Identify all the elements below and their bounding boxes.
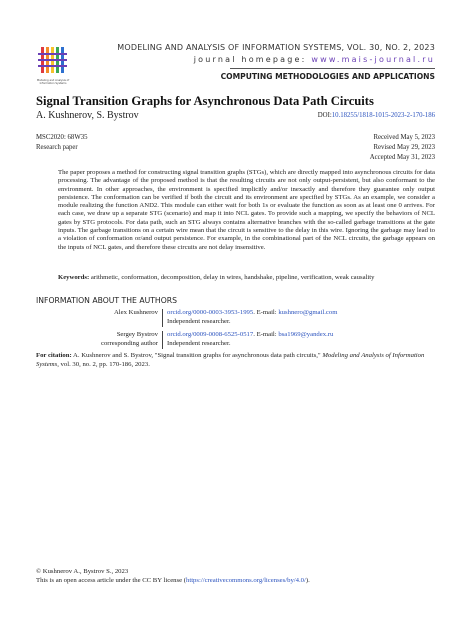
author-role: corresponding author <box>100 339 158 347</box>
journal-logo <box>36 44 70 78</box>
header-divider <box>230 68 435 69</box>
license-line <box>36 577 435 586</box>
author-details <box>167 331 437 348</box>
citation-label: For citation: <box>36 352 72 359</box>
citation-details: , vol. 30, no. 2, pp. 170-186, 2023. <box>57 360 150 368</box>
homepage-link[interactable]: www.mais-journal.ru <box>311 55 435 64</box>
author-divider <box>162 309 163 327</box>
article-title: Signal Transition Graphs for Asynchronous Data Path Circuits <box>36 94 374 108</box>
msc-block <box>36 133 88 153</box>
author-name: Alex Kushnerov <box>113 309 158 316</box>
journal-homepage <box>100 55 435 64</box>
dates-block <box>300 133 435 163</box>
author-entry <box>36 309 436 329</box>
paper-type: Research paper <box>36 144 78 151</box>
msc-code: MSC2020: 68W35 <box>36 134 88 141</box>
received-date: Received May 5, 2023 <box>373 134 435 141</box>
author-divider <box>162 331 163 349</box>
citation-text: A. Kushnerov and S. Bystrov, "Signal transition graphs for asynchronous data path circuits," <box>73 352 321 359</box>
orcid-link[interactable]: orcid.org/0009-0008-6525-0517 <box>167 331 254 338</box>
keywords-list: arithmetic, conformation, decomposition, delay in wires, handshake, pipeline, verification, weak causality <box>90 274 375 281</box>
author-details <box>167 309 437 326</box>
author-entry <box>36 331 436 351</box>
email-label: . E-mail: <box>253 309 277 316</box>
logo-mark-icon <box>38 47 67 73</box>
orcid-link[interactable]: orcid.org/0000-0003-3953-1995 <box>167 309 254 316</box>
citation-journal: Modeling and Analysis of Information Systems <box>36 352 425 368</box>
citation <box>36 352 435 369</box>
email-label: . E-mail: <box>253 331 277 338</box>
section-label: COMPUTING METHODOLOGIES AND APPLICATIONS <box>220 72 435 81</box>
doi-label: DOI: <box>317 112 332 119</box>
doi-link[interactable]: 10.18255/1818-1015-2023-2-170-186 <box>331 112 435 119</box>
author-name-block <box>36 331 158 348</box>
license-text: This is an open access article under the CC BY license ( <box>36 576 186 584</box>
article-authors: A. Kushnerov, S. Bystrov <box>36 110 139 121</box>
license-end: ). <box>305 576 310 584</box>
keywords-label: Keywords: <box>58 274 90 281</box>
license-link[interactable]: https://creativecommons.org/licenses/by/4.0/ <box>186 576 306 584</box>
homepage-label: journal homepage: <box>193 55 307 64</box>
author-position: Independent researcher. <box>167 317 231 325</box>
footer <box>36 568 435 585</box>
authors-info-heading: INFORMATION ABOUT THE AUTHORS <box>36 296 177 305</box>
abstract: The paper proposes a method for constructing signal transition graphs (STGs), which are directly mapped into asynchronous circuits for data processing. The advantage of the proposed method is that the resulting circuits are not only output-persistent, but also conformant to the environment. In other approaches, the environment is specified implicitly and/or inexactly and therefore they guarantee only output persistence. The conformation can be verified if both the circuit and its environment are specified by STGs. As an example, we consider a module realizing the function AND2. This module can either wait for both 1s or evaluate the function as soon as at least one 0 arrives. For each case, we draw up a separate STG (scenario) and map it into NCL gates. To provide such a mapping, we specify the behaviors of NCL gates by STG protocols. For data path, such an STG always contains alternative branches with the so-called garbage transitions at the gate inputs. The garbage transitions on a certain wire mean that the circuit is sensitive to the delay in this wire. Ignoring the garbage may lead to a violation of conformation or/and output persistence. For example, in the combinational part of the NCL circuits, the garbage appears on the inputs of NCL gates, and therefore these circuits are not delay insensitive. <box>58 169 435 251</box>
doi <box>290 112 435 119</box>
journal-line: MODELING AND ANALYSIS OF INFORMATION SYSTEMS, VOL. 30, NO. 2, 2023 <box>117 43 435 52</box>
email-link[interactable]: bsa1969@yandex.ru <box>278 331 334 338</box>
author-name: Sergey Bystrov <box>116 331 158 338</box>
logo-caption: Modeling and Analysis of Information Systems <box>36 79 70 86</box>
keywords <box>58 274 435 282</box>
copyright: © Kushnerov A., Bystrov S., 2023 <box>36 568 129 575</box>
revised-date: Revised May 29, 2023 <box>373 144 435 151</box>
author-position: Independent researcher. <box>167 339 231 347</box>
email-link[interactable]: kushnero@gmail.com <box>278 309 338 316</box>
accepted-date: Accepted May 31, 2023 <box>369 154 435 161</box>
